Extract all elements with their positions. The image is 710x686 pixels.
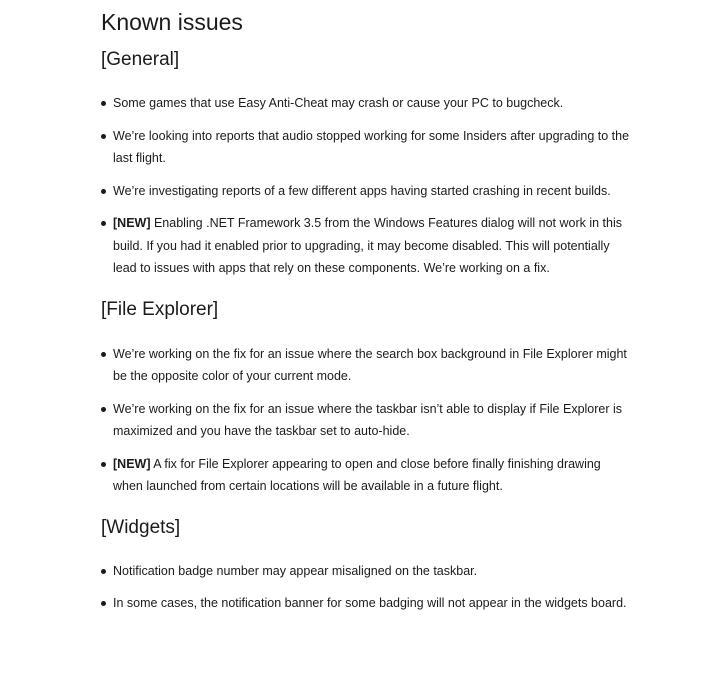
issue-list-widgets: [101, 560, 631, 615]
list-item-text: We’re looking into reports that audio stopped working for some Insiders after upgrading to the last flight.: [113, 128, 630, 165]
bullet-icon: [101, 189, 106, 194]
new-tag: [NEW]: [113, 216, 151, 230]
list-item-text: Enabling .NET Framework 3.5 from the Windows Features dialog will not work in this build. If you had it enabled prior to upgrading, it may become disabled. This will potentially lead to issues with apps that rely on these components. We’re working on a fix.: [113, 216, 622, 275]
page-title: Known issues: [101, 9, 243, 35]
list-item-text: A fix for File Explorer appearing to open and close before finally finishing drawing when launched from certain locations will be available in a future flight.: [113, 456, 601, 493]
bullet-icon: [101, 352, 106, 357]
new-tag: [NEW]: [113, 456, 151, 471]
list-item-text: Some games that use Easy Anti-Cheat may crash or cause your PC to bugcheck.: [113, 96, 564, 110]
list-item-text: We’re investigating reports of a few different apps having started crashing in recent builds.: [113, 183, 611, 198]
bullet-icon: [101, 101, 106, 106]
section-heading-general: [General]: [101, 49, 180, 70]
bullet-icon: [101, 407, 106, 412]
list-item-text: We’re working on the fix for an issue where the search box background in File Explorer might be the opposite color of your current mode.: [113, 346, 627, 383]
list-item: [101, 125, 631, 170]
bullet-icon: [101, 601, 106, 606]
issue-list-general: [101, 92, 631, 280]
article-content: [101, 0, 631, 615]
list-item: [101, 453, 631, 498]
section-heading-widgets: [Widgets]: [101, 516, 181, 538]
list-item: [101, 592, 631, 615]
list-item-text: In some cases, the notification banner for some badging will not appear in the widgets board.: [113, 596, 627, 610]
bullet-icon: [101, 569, 106, 574]
list-item-text: We’re working on the fix for an issue where the taskbar isn’t able to display if File Explorer is maximized and you have the taskbar set to auto-hide.: [113, 401, 623, 438]
section-heading-file-explorer: [File Explorer]: [101, 298, 219, 320]
bullet-icon: [101, 134, 106, 139]
list-item-text: Notification badge number may appear misaligned on the taskbar.: [113, 563, 478, 578]
list-item: [101, 180, 631, 203]
issue-list-file-explorer: [101, 343, 631, 498]
list-item: [101, 343, 631, 388]
bullet-icon: [101, 221, 106, 226]
list-item: [101, 398, 631, 443]
list-item: [101, 560, 631, 583]
bullet-icon: [101, 462, 106, 467]
list-item: [101, 92, 631, 115]
list-item: [101, 212, 631, 280]
